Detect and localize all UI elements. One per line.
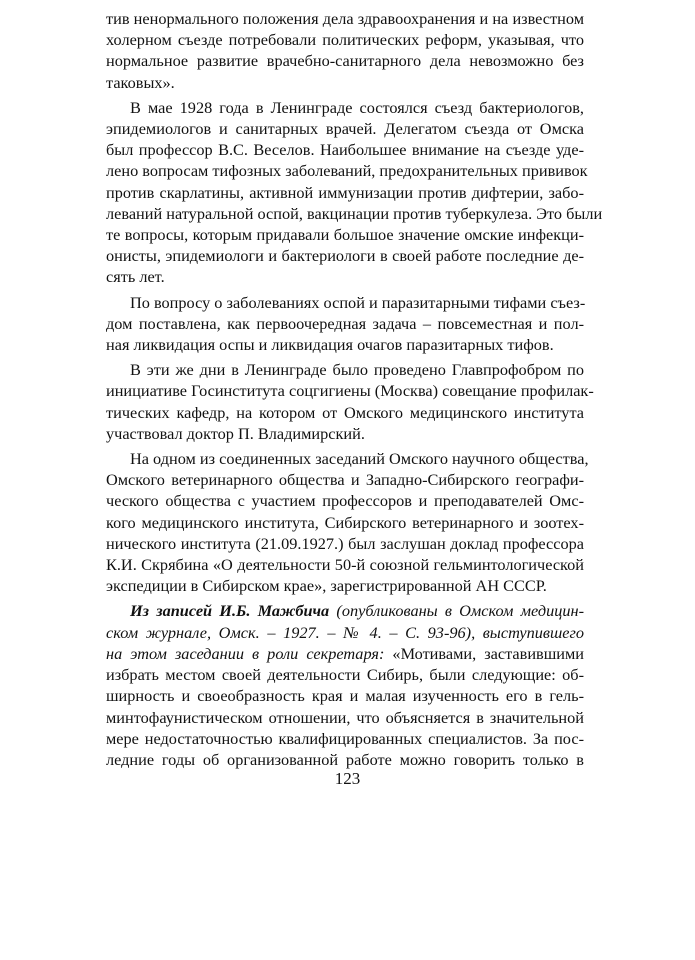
text-line: ная ликвидация оспы и ликвидация очагов паразитарных тифов. — [106, 335, 554, 355]
source-citation: на этом заседании в роли секретаря: — [106, 643, 385, 663]
text-line: нического института (21.09.1927.) был заслушан доклад профессора — [106, 533, 584, 553]
text-line: ческого общества с участием профессоров и преподавателей Омс- — [106, 491, 584, 511]
text-line: На одном из соединенных заседаний Омского научного общества, — [130, 449, 589, 469]
text-line: те вопросы, которым придавали большое значение омские инфекци- — [106, 225, 584, 245]
text-line — [106, 600, 584, 621]
text-line: леваний натуральной оспой, вакцинации против туберкулеза. Это были — [106, 203, 603, 223]
text-line: холерном съезде потребовали политических реформ, указывая, что — [106, 30, 584, 50]
quote-start: «Мотивами, заставившими — [384, 643, 585, 663]
text-line: таковых». — [106, 72, 175, 92]
text-line: избрать местом своей деятельности Сибирь, были следующие: об- — [106, 665, 584, 685]
text-line: К.И. Скрябина «О деятельности 50-й союзной гельминтологической — [106, 555, 584, 575]
paragraph-2 — [106, 97, 603, 288]
paragraph-3 — [106, 292, 584, 356]
text-line: онисты, эпидемиологи и бактериологи в своей работе последние де- — [106, 246, 584, 266]
text-line: В мае 1928 года в Ленинграде состоялся съезд бактериологов, — [130, 97, 584, 117]
text-line: участвовал доктор П. Владимирский. — [106, 423, 365, 443]
text-line: сять лет. — [106, 267, 165, 287]
text-line: эпидемиологов и санитарных врачей. Делегатом съезда от Омска — [106, 119, 584, 139]
text-line: ледние годы об организованной работе можно говорить только в — [106, 749, 584, 769]
text-line: минтофаунистическом отношении, что объясняется в значительной — [106, 707, 584, 727]
text-line: против скарлатины, активной иммунизации против дифтерии, забо- — [106, 182, 584, 202]
paragraph-1 — [106, 8, 584, 93]
text-line: тических кафедр, на котором от Омского медицинского института — [106, 402, 584, 422]
text-line: был профессор В.С. Веселов. Наибольшее внимание на съезде уде- — [106, 140, 584, 160]
paragraph-4 — [106, 359, 594, 444]
paragraph-6 — [106, 600, 584, 770]
text-line — [106, 643, 584, 664]
text-line: мере недостаточностью квалифицированных специалистов. За пос- — [106, 728, 584, 748]
page-text — [106, 8, 603, 774]
text-line: ширность и своеобразность края и малая изученность его в гель- — [106, 686, 584, 706]
source-citation: (опубликованы в Омском медицин- — [329, 601, 584, 621]
quoted-author: Из записей И.Б. Мажбича — [130, 601, 330, 621]
paragraph-5 — [106, 448, 589, 596]
text-line: экспедиции в Сибирском крае», зарегистрированной АН СССР. — [106, 576, 547, 596]
source-citation: ском журнале, Омск. – 1927. – № 4. – С. 93-96), выступившего — [106, 622, 584, 642]
text-line: тив ненормального положения дела здравоохранения и на известном — [106, 9, 584, 28]
text-line: По вопросу о заболеваниях оспой и паразитарными тифами съез- — [130, 292, 586, 312]
text-line: лено вопросам тифозных заболеваний, предохранительных прививок — [106, 161, 588, 181]
text-line: нормальное развитие врачебно-санитарного дела невозможно без — [106, 51, 584, 71]
text-line: Омского ветеринарного общества и Западно-Сибирского географи- — [106, 470, 584, 490]
text-line: кого медицинского института, Сибирского ветеринарного и зоотех- — [106, 512, 584, 532]
text-line: инициативе Госинститута соцгигиены (Москва) совещание профилак- — [106, 381, 594, 401]
text-line: В эти же дни в Ленинграде было проведено Главпрофобром по — [130, 360, 584, 380]
text-line: дом поставлена, как первоочередная задача – повсеместная и пол- — [106, 313, 584, 333]
page-number: 123 — [334, 769, 361, 788]
